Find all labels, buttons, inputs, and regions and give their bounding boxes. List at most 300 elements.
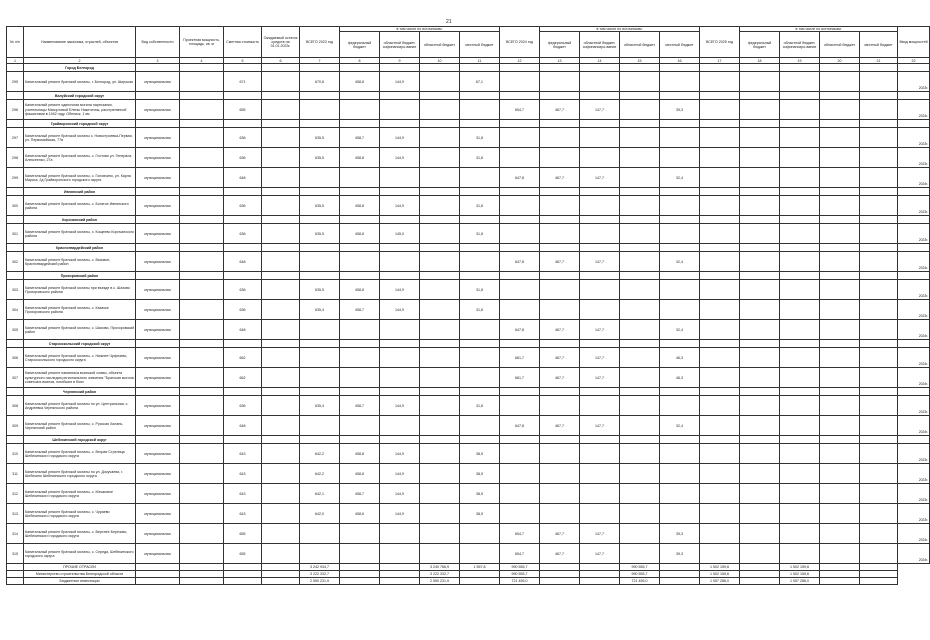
amount-cell: 39,3 xyxy=(660,544,700,564)
ownership-type: муниципальная xyxy=(136,504,180,524)
total-amount: 990 555,7 xyxy=(500,571,540,578)
amount-cell xyxy=(300,320,340,340)
input-year: 2023г. xyxy=(898,396,930,416)
balance-cell xyxy=(262,504,300,524)
estimate-cost: 643 xyxy=(224,504,262,524)
total-amount: 1 502 159,6 xyxy=(780,571,820,578)
column-number: 3 xyxy=(136,58,180,64)
header-balance: Ожидаемый остаток средств на 01.01.2023г. xyxy=(262,27,300,58)
amount-cell: 46,3 xyxy=(660,368,700,388)
amount-cell: 635,5 xyxy=(300,196,340,216)
table-row xyxy=(7,128,930,148)
amount-cell xyxy=(700,100,740,120)
column-number: 21 xyxy=(860,58,898,64)
total-amount: 1 502 159,6 xyxy=(780,564,820,571)
table-row xyxy=(7,348,930,368)
amount-cell xyxy=(580,196,620,216)
section-title: Валуйский городской округ xyxy=(24,92,136,100)
row-number: 314 xyxy=(7,524,24,544)
amount-cell xyxy=(580,444,620,464)
amount-cell xyxy=(700,300,740,320)
section-title: Корочанский район xyxy=(24,216,136,224)
amount-cell: 147,7 xyxy=(580,168,620,188)
amount-cell: 458,7 xyxy=(340,128,380,148)
amount-cell xyxy=(380,252,420,272)
balance-cell xyxy=(262,368,300,388)
total-amount xyxy=(580,571,620,578)
amount-cell: 147,7 xyxy=(580,252,620,272)
balance-cell xyxy=(262,100,300,120)
balance-cell xyxy=(262,148,300,168)
amount-cell: 635,5 xyxy=(300,280,340,300)
column-number: 2 xyxy=(24,58,136,64)
total-amount xyxy=(540,571,580,578)
balance-cell xyxy=(262,484,300,504)
amount-cell: 38,5 xyxy=(460,484,500,504)
amount-cell xyxy=(660,300,700,320)
amount-cell xyxy=(780,524,820,544)
amount-cell: 46,3 xyxy=(660,348,700,368)
amount-cell xyxy=(700,504,740,524)
amount-cell xyxy=(700,524,740,544)
total-amount: 1 502 159,6 xyxy=(700,571,740,578)
amount-cell xyxy=(380,348,420,368)
row-number: 306 xyxy=(7,348,24,368)
amount-cell xyxy=(660,396,700,416)
amount-cell xyxy=(860,168,898,188)
amount-cell: 458,7 xyxy=(340,484,380,504)
amount-cell xyxy=(860,320,898,340)
ownership-type: муниципальная xyxy=(136,252,180,272)
amount-cell xyxy=(340,252,380,272)
amount-cell xyxy=(820,416,860,436)
amount-cell: 144,9 xyxy=(380,300,420,320)
amount-cell: 31,8 xyxy=(460,300,500,320)
amount-cell xyxy=(420,544,460,564)
ownership-type: муниципальная xyxy=(136,100,180,120)
amount-cell xyxy=(820,280,860,300)
amount-cell xyxy=(780,504,820,524)
amount-cell xyxy=(300,168,340,188)
total-amount xyxy=(740,571,780,578)
header-regional: областной бюджет xyxy=(820,32,860,58)
table-row xyxy=(7,224,930,244)
capacity-cell xyxy=(180,72,224,92)
amount-cell: 31,8 xyxy=(460,224,500,244)
estimate-cost: 655 xyxy=(224,100,262,120)
estimate-cost: 643 xyxy=(224,444,262,464)
object-name: Капитальный ремонт братской могилы, г. Белгород, ул. Широкая xyxy=(24,72,136,92)
amount-cell xyxy=(500,224,540,244)
amount-cell xyxy=(540,72,580,92)
amount-cell xyxy=(580,148,620,168)
amount-cell xyxy=(420,348,460,368)
total-amount xyxy=(660,564,700,571)
capacity-cell xyxy=(180,100,224,120)
amount-cell xyxy=(500,300,540,320)
amount-cell xyxy=(740,396,780,416)
ownership-type: муниципальная xyxy=(136,444,180,464)
object-name: Капитальный ремонт братской могилы, с. Вязовое, Красногвардейский район xyxy=(24,252,136,272)
table-row xyxy=(7,280,930,300)
balance-cell xyxy=(262,168,300,188)
balance-cell xyxy=(262,444,300,464)
amount-cell xyxy=(500,280,540,300)
amount-cell xyxy=(700,484,740,504)
object-name: Капитальный ремонт братской могилы по ул. Центральная, с. Андреевка Чернянского района xyxy=(24,396,136,416)
column-number: 5 xyxy=(224,58,262,64)
amount-cell: 635,5 xyxy=(300,128,340,148)
amount-cell: 654,7 xyxy=(500,100,540,120)
amount-cell xyxy=(620,484,660,504)
amount-cell xyxy=(740,148,780,168)
balance-cell xyxy=(262,252,300,272)
amount-cell xyxy=(340,368,380,388)
balance-cell xyxy=(262,396,300,416)
section-title: Грайворонский городской округ xyxy=(24,120,136,128)
amount-cell: 467,7 xyxy=(540,524,580,544)
amount-cell: 144,9 xyxy=(380,148,420,168)
amount-cell xyxy=(780,464,820,484)
object-name: Капитальный ремонт братской могилы, с. Середа, Шебекинского городского округа xyxy=(24,544,136,564)
capacity-cell xyxy=(180,524,224,544)
amount-cell: 147,7 xyxy=(580,524,620,544)
amount-cell xyxy=(780,148,820,168)
amount-cell xyxy=(700,444,740,464)
amount-cell xyxy=(740,280,780,300)
input-year: 2024г. xyxy=(898,524,930,544)
table-row xyxy=(7,544,930,564)
amount-cell xyxy=(300,416,340,436)
table-row xyxy=(7,416,930,436)
amount-cell: 670,6 xyxy=(300,72,340,92)
amount-cell xyxy=(620,464,660,484)
amount-cell xyxy=(620,348,660,368)
ownership-type: муниципальная xyxy=(136,72,180,92)
ownership-type: муниципальная xyxy=(136,196,180,216)
total-amount xyxy=(580,564,620,571)
input-year: 2023г. xyxy=(898,196,930,216)
amount-cell xyxy=(540,444,580,464)
amount-cell xyxy=(540,128,580,148)
object-name: Капитальный ремонт братской могилы, с. Вторая Стрелица Шебекинского городского округа xyxy=(24,444,136,464)
ownership-type: муниципальная xyxy=(136,396,180,416)
amount-cell: 39,3 xyxy=(660,524,700,544)
estimate-cost: 643 xyxy=(224,464,262,484)
capacity-cell xyxy=(180,396,224,416)
total-row xyxy=(7,571,930,578)
amount-cell: 39,3 xyxy=(660,100,700,120)
amount-cell xyxy=(700,396,740,416)
amount-cell xyxy=(820,196,860,216)
total-label: Бюджетные инвестиции xyxy=(24,578,136,585)
amount-cell: 144,9 xyxy=(380,128,420,148)
amount-cell xyxy=(860,416,898,436)
object-name: Капитальный ремонт братской могилы, с. Русская Халань, Чернянский район xyxy=(24,416,136,436)
amount-cell xyxy=(580,484,620,504)
capacity-cell xyxy=(180,484,224,504)
column-number: 17 xyxy=(700,58,740,64)
amount-cell xyxy=(740,128,780,148)
amount-cell xyxy=(420,196,460,216)
amount-cell: 458,8 xyxy=(340,196,380,216)
section-row xyxy=(7,188,930,196)
amount-cell: 467,7 xyxy=(540,544,580,564)
amount-cell xyxy=(620,100,660,120)
table-row xyxy=(7,252,930,272)
row-number: 302 xyxy=(7,252,24,272)
object-name: Капитальный ремонт братской могилы при въезде в с. Шахово Прохоровского района xyxy=(24,280,136,300)
amount-cell xyxy=(700,544,740,564)
amount-cell xyxy=(420,396,460,416)
amount-cell xyxy=(700,416,740,436)
amount-cell xyxy=(700,252,740,272)
amount-cell xyxy=(620,128,660,148)
column-number: 10 xyxy=(420,58,460,64)
amount-cell xyxy=(620,280,660,300)
total-amount: 721 455,0 xyxy=(500,578,540,585)
amount-cell xyxy=(700,464,740,484)
amount-cell: 635,4 xyxy=(300,300,340,320)
amount-cell: 144,9 xyxy=(380,504,420,524)
total-amount xyxy=(340,564,380,571)
estimate-cost: 643 xyxy=(224,484,262,504)
table-row xyxy=(7,300,930,320)
amount-cell xyxy=(340,168,380,188)
amount-cell xyxy=(780,100,820,120)
balance-cell xyxy=(262,280,300,300)
table-row xyxy=(7,196,930,216)
amount-cell: 31,8 xyxy=(460,280,500,300)
amount-cell xyxy=(820,300,860,320)
amount-cell xyxy=(860,464,898,484)
row-number: 298 xyxy=(7,148,24,168)
column-number: 4 xyxy=(180,58,224,64)
amount-cell xyxy=(620,148,660,168)
column-number: 19 xyxy=(780,58,820,64)
amount-cell xyxy=(860,544,898,564)
total-amount: 1 557,8 xyxy=(460,564,500,571)
amount-cell xyxy=(780,224,820,244)
row-number: 297 xyxy=(7,128,24,148)
amount-cell xyxy=(460,368,500,388)
row-number: 301 xyxy=(7,224,24,244)
capacity-cell xyxy=(180,444,224,464)
amount-cell xyxy=(580,72,620,92)
amount-cell xyxy=(820,320,860,340)
balance-cell xyxy=(262,320,300,340)
section-title: Ивнянский район xyxy=(24,188,136,196)
amount-cell xyxy=(820,464,860,484)
amount-cell xyxy=(420,444,460,464)
column-number: 16 xyxy=(660,58,700,64)
section-row xyxy=(7,120,930,128)
amount-cell xyxy=(820,72,860,92)
capacity-cell xyxy=(180,320,224,340)
amount-cell xyxy=(620,224,660,244)
total-amount: 990 555,7 xyxy=(620,564,660,571)
table-row xyxy=(7,524,930,544)
amount-cell xyxy=(500,148,540,168)
column-number: 1 xyxy=(7,58,24,64)
column-number: 8 xyxy=(340,58,380,64)
amount-cell xyxy=(420,368,460,388)
amount-cell xyxy=(820,224,860,244)
balance-cell xyxy=(262,524,300,544)
amount-cell xyxy=(740,484,780,504)
total-amount xyxy=(740,564,780,571)
amount-cell xyxy=(620,320,660,340)
table-row xyxy=(7,484,930,504)
amount-cell xyxy=(540,484,580,504)
header-sources-2025: в том числе по источникам: xyxy=(740,27,898,32)
amount-cell xyxy=(740,72,780,92)
total-label: ПРОЧИЕ ОТРАСЛИ xyxy=(24,564,136,571)
row-number: 295 xyxy=(7,72,24,92)
total-amount: 2 550 231,9 xyxy=(300,578,340,585)
amount-cell: 147,7 xyxy=(580,368,620,388)
column-number: 20 xyxy=(820,58,860,64)
balance-cell xyxy=(262,464,300,484)
ownership-type: муниципальная xyxy=(136,168,180,188)
amount-cell xyxy=(540,396,580,416)
row-number: 303 xyxy=(7,280,24,300)
header-local: местный бюджет xyxy=(660,32,700,58)
row-number: 300 xyxy=(7,196,24,216)
amount-cell xyxy=(740,348,780,368)
estimate-cost: 636 xyxy=(224,128,262,148)
amount-cell xyxy=(740,464,780,484)
amount-cell xyxy=(740,416,780,436)
estimate-cost: 648 xyxy=(224,416,262,436)
capacity-cell xyxy=(180,168,224,188)
amount-cell xyxy=(420,100,460,120)
amount-cell xyxy=(580,396,620,416)
input-year: 2023г. xyxy=(898,444,930,464)
amount-cell: 31,8 xyxy=(460,128,500,148)
input-year: 2023г. xyxy=(898,300,930,320)
amount-cell xyxy=(740,252,780,272)
header-federal: федеральный бюджет xyxy=(740,32,780,58)
header-regional: областной бюджет xyxy=(620,32,660,58)
amount-cell xyxy=(660,128,700,148)
header-federal: федеральный бюджет xyxy=(540,32,580,58)
amount-cell: 635,5 xyxy=(300,224,340,244)
total-amount xyxy=(340,571,380,578)
amount-cell xyxy=(540,224,580,244)
header-regional: областной бюджет xyxy=(420,32,460,58)
input-year: 2024г. xyxy=(898,348,930,368)
input-year: 2024г. xyxy=(898,368,930,388)
total-amount: 990 555,7 xyxy=(500,564,540,571)
capacity-cell xyxy=(180,252,224,272)
amount-cell xyxy=(340,416,380,436)
amount-cell: 144,9 xyxy=(380,72,420,92)
total-amount: 1 057 286,0 xyxy=(700,578,740,585)
amount-cell xyxy=(820,128,860,148)
amount-cell xyxy=(540,280,580,300)
amount-cell xyxy=(740,444,780,464)
capacity-cell xyxy=(180,196,224,216)
amount-cell xyxy=(580,300,620,320)
header-total-2025: ВСЕГО 2025 год xyxy=(700,27,740,58)
amount-cell xyxy=(740,504,780,524)
estimate-cost: 662 xyxy=(224,368,262,388)
table-row xyxy=(7,148,930,168)
amount-cell xyxy=(780,544,820,564)
amount-cell: 647,8 xyxy=(500,168,540,188)
amount-cell: 145,0 xyxy=(380,224,420,244)
column-number: 22 xyxy=(898,58,930,64)
amount-cell xyxy=(740,524,780,544)
amount-cell xyxy=(460,320,500,340)
amount-cell xyxy=(740,100,780,120)
amount-cell xyxy=(620,416,660,436)
amount-cell xyxy=(820,444,860,464)
amount-cell: 647,8 xyxy=(500,320,540,340)
balance-cell xyxy=(262,416,300,436)
amount-cell xyxy=(820,396,860,416)
amount-cell xyxy=(780,300,820,320)
object-name: Капитальный ремонт братской могилы с. Новостроевка-Первая, ул. Первомайская, 77в xyxy=(24,128,136,148)
capacity-cell xyxy=(180,416,224,436)
amount-cell: 635,4 xyxy=(300,396,340,416)
amount-cell: 642,2 xyxy=(300,444,340,464)
section-title: Шебекинский городской округ xyxy=(24,436,136,444)
header-name: Наименование заказчика, отраслей, объектов xyxy=(24,27,136,58)
amount-cell: 467,7 xyxy=(540,416,580,436)
amount-cell xyxy=(300,544,340,564)
amount-cell xyxy=(420,148,460,168)
amount-cell xyxy=(660,484,700,504)
amount-cell xyxy=(380,100,420,120)
amount-cell xyxy=(580,504,620,524)
amount-cell xyxy=(620,252,660,272)
input-year: 2024г. xyxy=(898,320,930,340)
section-title: Город Белгород xyxy=(24,64,136,72)
amount-cell xyxy=(380,320,420,340)
amount-cell xyxy=(340,524,380,544)
balance-cell xyxy=(262,128,300,148)
input-year: 2023г. xyxy=(898,484,930,504)
ownership-type: муниципальная xyxy=(136,416,180,436)
column-number: 6 xyxy=(262,58,300,64)
total-amount: 3 222 332,7 xyxy=(300,571,340,578)
row-number: 312 xyxy=(7,484,24,504)
table-row xyxy=(7,72,930,92)
capacity-cell xyxy=(180,544,224,564)
column-number: 9 xyxy=(380,58,420,64)
amount-cell: 458,7 xyxy=(340,396,380,416)
column-number: 11 xyxy=(460,58,500,64)
amount-cell xyxy=(300,100,340,120)
capacity-cell xyxy=(180,128,224,148)
amount-cell xyxy=(500,128,540,148)
input-year: 2024г. xyxy=(898,100,930,120)
amount-cell xyxy=(780,252,820,272)
object-name: Капитальный ремонт братской могилы, с. Головчино, ул. Карла Маркса, 2д Грайворонского городского округа xyxy=(24,168,136,188)
estimate-cost: 655 xyxy=(224,524,262,544)
amount-cell: 147,7 xyxy=(580,100,620,120)
header-sources-2023: в том числе по источникам: xyxy=(340,27,500,32)
estimate-cost: 636 xyxy=(224,196,262,216)
amount-cell: 467,7 xyxy=(540,348,580,368)
amount-cell xyxy=(860,196,898,216)
amount-cell xyxy=(380,368,420,388)
amount-cell xyxy=(340,100,380,120)
amount-cell xyxy=(820,100,860,120)
column-number: 15 xyxy=(620,58,660,64)
